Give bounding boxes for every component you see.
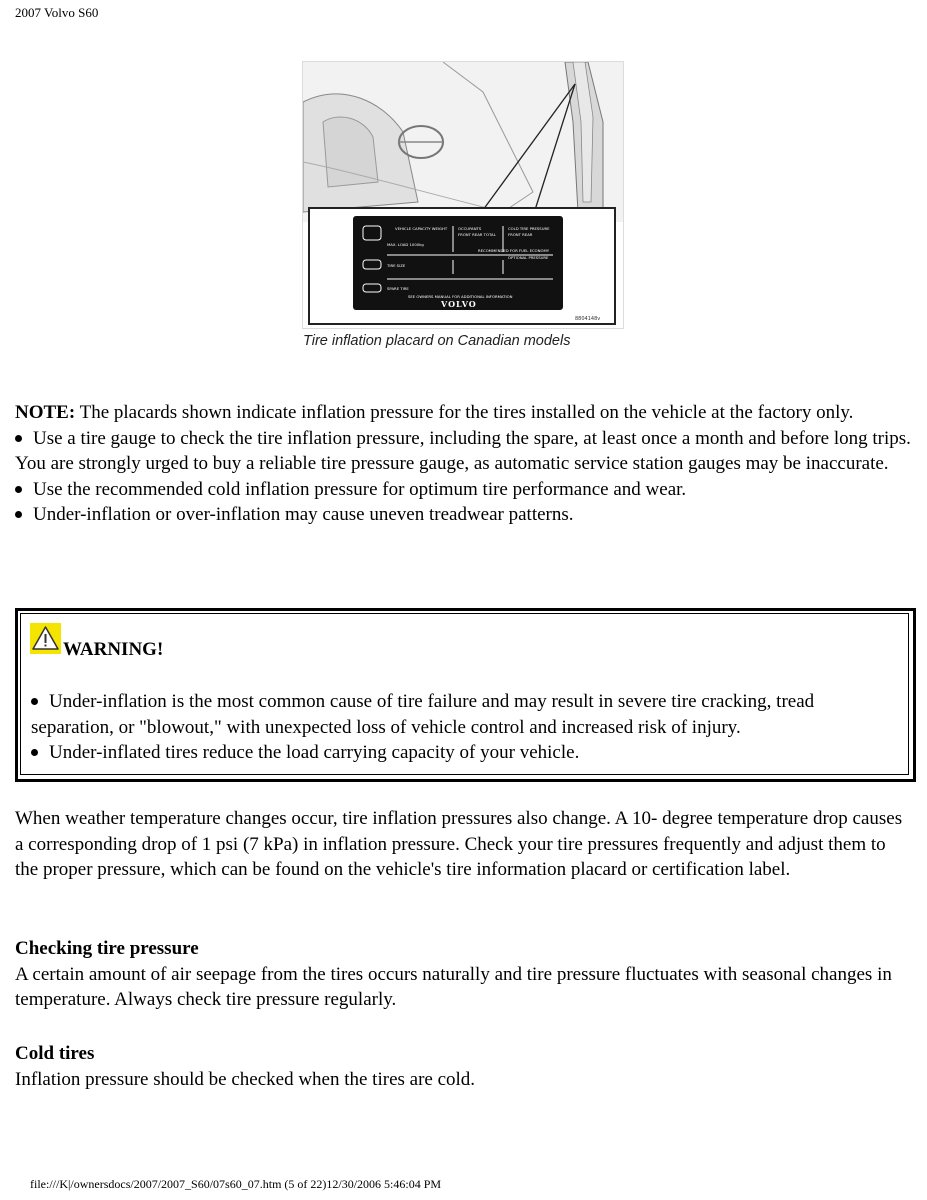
list-item [15, 477, 913, 503]
cold-section [15, 1041, 913, 1092]
bullet-icon [15, 435, 22, 442]
note-label: NOTE: [15, 402, 76, 423]
temperature-paragraph: When weather temperature changes occur, tire inflation pressures also change. A 10- degree temperature drop causes a corresponding drop of 1 psi (7 kPa) in inflation pressure. Check your tire pressures frequently and adjust them to the proper pressure, which can be found on the vehicle's tire information placard or certification label. [15, 808, 903, 880]
placard-text-front-rear-total: FRONT REAR TOTAL [458, 232, 496, 237]
note-section [15, 400, 913, 528]
note-text: The placards shown indicate inflation pressure for the tires installed on the vehicle at the factory only. [75, 402, 854, 423]
bullet-text: Use a tire gauge to check the tire inflation pressure, including the spare, at least once a month and before long trips. You are strongly urged to buy a reliable tire pressure gauge, as automatic service station gauges may be inaccurate. [15, 427, 911, 474]
warning-triangle-icon [30, 623, 61, 654]
warning-list [31, 689, 901, 766]
warning-box [15, 608, 916, 782]
placard-text-see-manual: SEE OWNERS MANUAL FOR ADDITIONAL INFORMATION [408, 294, 513, 299]
warning-title: WARNING! [63, 639, 164, 660]
placard-text-tire-size: TIRE SIZE [387, 263, 406, 268]
placard-text-cold-tire: COLD TIRE PRESSURE [508, 226, 550, 231]
figure-caption: Tire inflation placard on Canadian models [303, 333, 571, 349]
section-heading: Cold tires [15, 1043, 95, 1064]
placard-text-optional: OPTIONAL PRESSURE [508, 255, 549, 260]
figure-code: 8804148v [575, 316, 601, 322]
list-item [15, 502, 913, 528]
section-text: Inflation pressure should be checked when the tires are cold. [15, 1068, 476, 1090]
placard-text-occupants: OCCUPANTS [458, 226, 482, 231]
page-header: 2007 Volvo S60 [15, 5, 99, 20]
placard-text-capacity: VEHICLE CAPACITY WEIGHT [395, 226, 448, 231]
bullet-text: Use the recommended cold inflation pressure for optimum tire performance and wear. [33, 478, 687, 500]
bullet-icon [31, 698, 38, 705]
placard-text-eco: RECOMMENDED FOR FUEL ECONOMY [478, 248, 550, 253]
tire-placard-illustration [302, 61, 624, 329]
warning-text: Under-inflated tires reduce the load carrying capacity of your vehicle. [49, 742, 580, 763]
checking-section [15, 936, 913, 1013]
section-heading: Checking tire pressure [15, 938, 199, 959]
note-paragraph [15, 400, 913, 426]
bullet-text: Under-inflation or over-inflation may cause uneven treadwear patterns. [33, 504, 574, 525]
page-footer: file:///K|/ownersdocs/2007/2007_S60/07s60_07.htm (5 of 22)12/30/2006 5:46:04 PM [30, 1177, 442, 1191]
section-text: A certain amount of air seepage from the tires occurs naturally and tire pressure fluctuates with seasonal changes in temperature. Always check tire pressure regularly. [15, 963, 892, 1010]
list-item [31, 689, 901, 740]
warning-text: Under-inflation is the most common cause of tire failure and may result in severe tire cracking, tread separation, or "blowout," with unexpected loss of vehicle control and increased risk of injury. [31, 691, 815, 738]
placard-brand: VOLVO [441, 299, 477, 309]
temperature-section [15, 806, 913, 883]
bullet-icon [15, 486, 22, 493]
placard-text-front-rear: FRONT REAR [508, 232, 533, 237]
bullet-icon [31, 749, 38, 756]
placard-text-spare: SPARE TIRE [387, 286, 409, 291]
list-item [31, 740, 901, 766]
bullet-icon [15, 511, 22, 518]
list-item [15, 426, 913, 477]
placard-text-max-load: MAX. LOAD 1000kg [387, 242, 424, 247]
